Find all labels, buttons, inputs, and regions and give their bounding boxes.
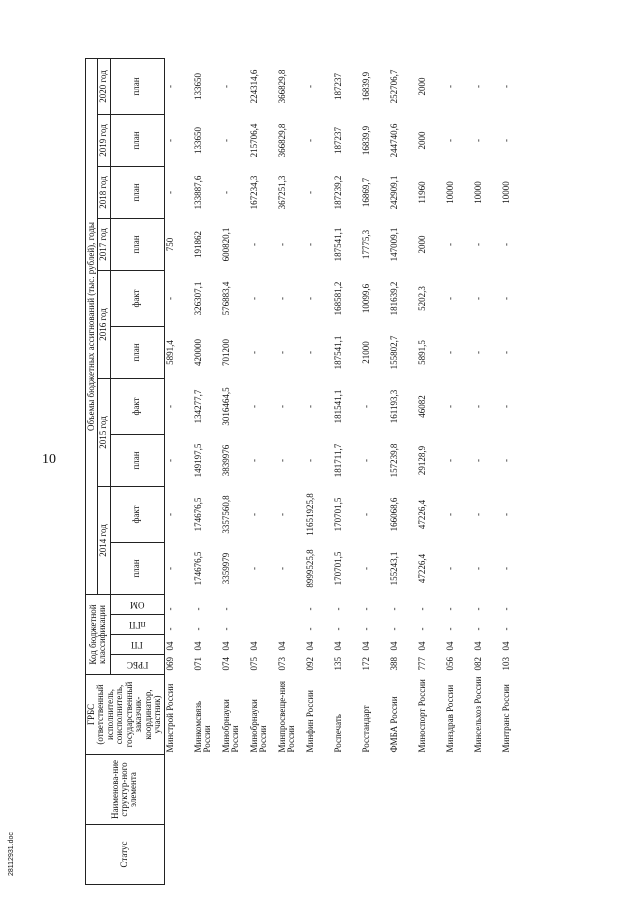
value-cell: - bbox=[472, 350, 483, 354]
value-cell: 187541,1 bbox=[332, 227, 343, 262]
value-cell: 5891,5 bbox=[416, 340, 427, 365]
om-code-cell: - bbox=[472, 607, 483, 611]
pgp-code-cell: - bbox=[192, 627, 203, 631]
grbs-code-cell: 103 bbox=[500, 657, 511, 671]
value-cell: 166068,6 bbox=[388, 497, 399, 532]
element-cell bbox=[221, 755, 249, 825]
value-cell: - bbox=[500, 458, 511, 462]
value-cell: - bbox=[500, 138, 511, 142]
grbs-code-cell: 069 bbox=[164, 657, 175, 671]
pgp-code-cell: - bbox=[220, 627, 231, 631]
value-cell: - bbox=[276, 404, 287, 408]
value-cell: - bbox=[500, 512, 511, 516]
gp-code-cell: 04 bbox=[220, 641, 231, 651]
element-cell bbox=[501, 755, 529, 825]
value-cell: 5891,4 bbox=[164, 340, 175, 365]
om-code-cell: - bbox=[360, 607, 371, 611]
value-cell: - bbox=[248, 404, 259, 408]
value-cell: - bbox=[360, 458, 371, 462]
value-cell: - bbox=[220, 138, 231, 142]
om-code-cell: - bbox=[220, 607, 231, 611]
value-cell: 147009,1 bbox=[388, 227, 399, 262]
grbs-name-cell: Минфин России bbox=[304, 690, 315, 753]
value-cell: 600820,1 bbox=[220, 227, 231, 262]
value-cell: 187237 bbox=[332, 126, 343, 154]
sub-header: факт bbox=[110, 486, 164, 542]
grbs-code-cell: 388 bbox=[388, 657, 399, 671]
value-cell: 21000 bbox=[360, 341, 371, 364]
om-code-cell: - bbox=[444, 607, 455, 611]
value-cell: 16869,7 bbox=[360, 177, 371, 208]
value-cell: - bbox=[304, 404, 315, 408]
grbs-name-cell: Минпросвеще-ния России bbox=[276, 680, 296, 753]
value-cell: - bbox=[472, 242, 483, 246]
grbs-name-cell: Минтранс России bbox=[500, 684, 511, 753]
value-cell: - bbox=[304, 296, 315, 300]
value-cell: - bbox=[276, 566, 287, 570]
pgp-code-cell: - bbox=[500, 627, 511, 631]
value-cell: 17775,3 bbox=[360, 229, 371, 260]
value-cell: - bbox=[500, 242, 511, 246]
table-row bbox=[221, 58, 249, 884]
value-cell: - bbox=[472, 458, 483, 462]
gp-code-cell: 04 bbox=[472, 641, 483, 651]
grbs-code-cell: 071 bbox=[192, 657, 203, 671]
grbs-code-cell: 135 bbox=[332, 657, 343, 671]
value-cell: 11960 bbox=[416, 181, 427, 204]
pgp-code-cell: - bbox=[360, 627, 371, 631]
element-cell bbox=[277, 755, 305, 825]
value-cell: 170701,5 bbox=[332, 551, 343, 586]
value-cell: 167234,3 bbox=[248, 175, 259, 210]
value-cell: - bbox=[472, 566, 483, 570]
value-cell: - bbox=[220, 190, 231, 194]
sub-header: план bbox=[110, 434, 164, 486]
value-cell: - bbox=[304, 190, 315, 194]
budget-table bbox=[85, 58, 529, 885]
element-cell bbox=[193, 755, 221, 825]
value-cell: 5202,3 bbox=[416, 286, 427, 311]
kbk-col-header: ОМ bbox=[110, 594, 164, 614]
sub-header: план bbox=[110, 542, 164, 594]
table-row bbox=[277, 58, 305, 884]
value-cell: - bbox=[500, 350, 511, 354]
sub-header: план bbox=[110, 114, 164, 166]
grbs-name-cell: Роспечать bbox=[332, 714, 343, 753]
col-element-header: Наименова-ние структур-ного элемента bbox=[86, 755, 165, 825]
value-cell: - bbox=[304, 242, 315, 246]
element-cell bbox=[445, 755, 473, 825]
year-header: 2014 год bbox=[98, 486, 110, 594]
gp-code-cell: 04 bbox=[416, 641, 427, 651]
element-cell bbox=[164, 755, 193, 825]
sub-header: план bbox=[110, 166, 164, 218]
value-cell: - bbox=[444, 296, 455, 300]
value-cell: 420000 bbox=[192, 338, 203, 366]
table-row bbox=[305, 58, 333, 884]
col-status-header: Статус bbox=[86, 825, 165, 885]
value-cell: 134277,7 bbox=[192, 389, 203, 424]
value-cell: 181639,2 bbox=[388, 281, 399, 316]
value-cell: - bbox=[444, 512, 455, 516]
sub-header: факт bbox=[110, 378, 164, 434]
value-cell: 242909,1 bbox=[388, 175, 399, 210]
value-cell: - bbox=[304, 458, 315, 462]
om-code-cell: - bbox=[192, 607, 203, 611]
value-cell: 174676,5 bbox=[192, 551, 203, 586]
pgp-code-cell: - bbox=[164, 627, 175, 631]
value-cell: 750 bbox=[164, 237, 175, 252]
value-cell: 149197,5 bbox=[192, 443, 203, 478]
element-cell bbox=[333, 755, 361, 825]
grbs-code-cell: 172 bbox=[360, 657, 371, 671]
value-cell: - bbox=[472, 512, 483, 516]
value-cell: 576883,4 bbox=[220, 281, 231, 316]
grbs-code-cell: 073 bbox=[276, 657, 287, 671]
page-number: 10 bbox=[42, 452, 56, 467]
grbs-name-cell: Минсельхоз России bbox=[472, 676, 483, 753]
value-cell: 133650 bbox=[192, 126, 203, 154]
year-header: 2015 год bbox=[98, 378, 110, 486]
grbs-name-cell: Минкомсвязь России bbox=[192, 701, 212, 753]
value-cell: 191862 bbox=[192, 230, 203, 258]
value-cell: 187541,1 bbox=[332, 335, 343, 370]
element-cell bbox=[249, 755, 277, 825]
grbs-name-cell: ФМБА России bbox=[388, 696, 399, 753]
grbs-name-cell: Минздрав России bbox=[444, 684, 455, 753]
pgp-code-cell: - bbox=[332, 627, 343, 631]
footer-code: 28112931.doc bbox=[8, 832, 15, 876]
value-cell: 2000 bbox=[416, 235, 427, 254]
value-cell: - bbox=[164, 138, 175, 142]
value-cell: - bbox=[164, 512, 175, 516]
value-cell: 157239,8 bbox=[388, 443, 399, 478]
value-cell: - bbox=[444, 566, 455, 570]
year-header: 2016 год bbox=[98, 270, 110, 378]
om-code-cell: - bbox=[164, 607, 175, 611]
kbk-col-header: ГРБС bbox=[110, 655, 164, 675]
table-row bbox=[164, 58, 193, 884]
grbs-name-cell: Миноспорт России bbox=[416, 679, 427, 753]
value-cell: - bbox=[444, 404, 455, 408]
value-cell: - bbox=[276, 242, 287, 246]
value-cell: 46082 bbox=[416, 395, 427, 418]
grbs-name-cell: Росстандарт bbox=[360, 705, 371, 753]
table-row bbox=[417, 58, 445, 884]
value-cell: 3839976 bbox=[220, 444, 231, 477]
value-cell: - bbox=[248, 296, 259, 300]
value-cell: - bbox=[276, 296, 287, 300]
value-cell: 155243,1 bbox=[388, 551, 399, 586]
element-cell bbox=[361, 755, 389, 825]
gp-code-cell: 04 bbox=[192, 641, 203, 651]
pgp-code-cell: - bbox=[444, 627, 455, 631]
pgp-code-cell bbox=[249, 615, 277, 635]
gp-code-cell: 04 bbox=[360, 641, 371, 651]
value-cell: 3016464,5 bbox=[220, 387, 231, 426]
col-volumes-header: Объемы бюджетных ассигнований (тыс. рублей), годы bbox=[86, 58, 98, 594]
value-cell: - bbox=[472, 138, 483, 142]
gp-code-cell: 04 bbox=[164, 641, 175, 651]
status-cell bbox=[417, 825, 445, 885]
value-cell: - bbox=[276, 512, 287, 516]
gp-code-cell: 04 bbox=[444, 641, 455, 651]
value-cell: 181711,7 bbox=[332, 443, 343, 478]
table-row bbox=[473, 58, 501, 884]
grbs-code-cell: 777 bbox=[416, 657, 427, 671]
value-cell: - bbox=[360, 404, 371, 408]
value-cell: - bbox=[276, 350, 287, 354]
value-cell: - bbox=[164, 84, 175, 88]
value-cell: - bbox=[472, 84, 483, 88]
grbs-code-cell: 056 bbox=[444, 657, 455, 671]
table-row bbox=[333, 58, 361, 884]
value-cell: - bbox=[164, 404, 175, 408]
gp-code-cell: 04 bbox=[332, 641, 343, 651]
om-code-cell: - bbox=[416, 607, 427, 611]
gp-code-cell: 04 bbox=[500, 641, 511, 651]
status-cell bbox=[333, 825, 361, 885]
om-code-cell: - bbox=[388, 607, 399, 611]
table-row bbox=[501, 58, 529, 884]
status-cell bbox=[501, 825, 529, 885]
element-cell bbox=[305, 755, 333, 825]
sub-header: план bbox=[110, 326, 164, 378]
value-cell: 168581,2 bbox=[332, 281, 343, 316]
value-cell: 10000 bbox=[444, 181, 455, 204]
pgp-code-cell bbox=[277, 615, 305, 635]
value-cell: - bbox=[248, 350, 259, 354]
year-header: 2019 год bbox=[98, 114, 110, 166]
grbs-name-cell: Минстрой России bbox=[164, 683, 175, 753]
grbs-code-cell: 074 bbox=[220, 657, 231, 671]
grbs-name-cell: Минобрнауки России bbox=[248, 699, 268, 753]
sub-header: факт bbox=[110, 270, 164, 326]
value-cell: - bbox=[304, 138, 315, 142]
value-cell: - bbox=[248, 242, 259, 246]
status-cell bbox=[277, 825, 305, 885]
table-row bbox=[445, 58, 473, 884]
table-row bbox=[193, 58, 221, 884]
gp-code-cell: 04 bbox=[304, 641, 315, 651]
value-cell: 10000 bbox=[500, 181, 511, 204]
value-cell: 366829,8 bbox=[276, 69, 287, 104]
grbs-code-cell: 082 bbox=[472, 657, 483, 671]
value-cell: 252706,7 bbox=[388, 69, 399, 104]
value-cell: 133650 bbox=[192, 72, 203, 100]
element-cell bbox=[473, 755, 501, 825]
value-cell: 244740,6 bbox=[388, 123, 399, 158]
value-cell: 29128,9 bbox=[416, 445, 427, 476]
sub-header: план bbox=[110, 58, 164, 114]
value-cell: 2000 bbox=[416, 131, 427, 150]
value-cell: 16839,9 bbox=[360, 71, 371, 102]
grbs-code-cell: 075 bbox=[248, 657, 259, 671]
table-row bbox=[389, 58, 417, 884]
pgp-code-cell: - bbox=[388, 627, 399, 631]
value-cell: 16839,9 bbox=[360, 125, 371, 156]
value-cell: - bbox=[164, 296, 175, 300]
value-cell: 10000 bbox=[472, 181, 483, 204]
element-cell bbox=[389, 755, 417, 825]
value-cell: - bbox=[500, 566, 511, 570]
grbs-name-cell: Минобрнауки России bbox=[220, 699, 240, 753]
value-cell: 155802,7 bbox=[388, 335, 399, 370]
om-code-cell: - bbox=[304, 607, 315, 611]
om-code-cell bbox=[249, 594, 277, 614]
sub-header: план bbox=[110, 218, 164, 270]
status-cell bbox=[361, 825, 389, 885]
status-cell bbox=[221, 825, 249, 885]
value-cell: - bbox=[500, 296, 511, 300]
value-cell: - bbox=[444, 242, 455, 246]
status-cell bbox=[164, 825, 193, 885]
om-code-cell bbox=[277, 594, 305, 614]
value-cell: - bbox=[164, 566, 175, 570]
value-cell: - bbox=[500, 404, 511, 408]
status-cell bbox=[305, 825, 333, 885]
value-cell: - bbox=[248, 566, 259, 570]
value-cell: 161193,3 bbox=[388, 389, 399, 424]
value-cell: 367251,3 bbox=[276, 175, 287, 210]
value-cell: 2000 bbox=[416, 77, 427, 96]
value-cell: 187239,2 bbox=[332, 175, 343, 210]
status-cell bbox=[445, 825, 473, 885]
value-cell: 224314,6 bbox=[248, 69, 259, 104]
value-cell: 8999525,8 bbox=[304, 549, 315, 588]
value-cell: 11651925,8 bbox=[304, 493, 315, 536]
value-cell: 187237 bbox=[332, 72, 343, 100]
value-cell: - bbox=[444, 84, 455, 88]
status-cell bbox=[249, 825, 277, 885]
value-cell: 326307,1 bbox=[192, 281, 203, 316]
value-cell: 47226,4 bbox=[416, 499, 427, 530]
grbs-code-cell: 092 bbox=[304, 657, 315, 671]
year-header: 2020 год bbox=[98, 58, 110, 114]
gp-code-cell: 04 bbox=[248, 641, 259, 651]
value-cell: - bbox=[164, 458, 175, 462]
value-cell: 174676,5 bbox=[192, 497, 203, 532]
value-cell: 701200 bbox=[220, 338, 231, 366]
om-code-cell: - bbox=[500, 607, 511, 611]
value-cell: 215706,4 bbox=[248, 123, 259, 158]
value-cell: - bbox=[248, 458, 259, 462]
value-cell: 366829,8 bbox=[276, 123, 287, 158]
value-cell: - bbox=[360, 566, 371, 570]
value-cell: - bbox=[444, 458, 455, 462]
value-cell: - bbox=[472, 404, 483, 408]
value-cell: - bbox=[164, 190, 175, 194]
value-cell: 3359979 bbox=[220, 552, 231, 585]
value-cell: 47226,4 bbox=[416, 553, 427, 584]
status-cell bbox=[473, 825, 501, 885]
element-cell bbox=[417, 755, 445, 825]
year-header: 2018 год bbox=[98, 166, 110, 218]
pgp-code-cell: - bbox=[472, 627, 483, 631]
status-cell bbox=[389, 825, 417, 885]
value-cell: 3357560,8 bbox=[220, 495, 231, 534]
value-cell: 181541,1 bbox=[332, 389, 343, 424]
value-cell: 10099,6 bbox=[360, 283, 371, 314]
value-cell: - bbox=[444, 350, 455, 354]
col-grbs-header: ГРБС (ответственный исполнитель, соисполнитель, государственный заказчик-координатор, участник) bbox=[86, 675, 165, 755]
col-kbk-header: Код бюджетной классификации bbox=[86, 594, 111, 674]
kbk-col-header: пГП bbox=[110, 615, 164, 635]
value-cell: - bbox=[304, 350, 315, 354]
value-cell: - bbox=[304, 84, 315, 88]
table-row bbox=[249, 58, 277, 884]
gp-code-cell: 04 bbox=[388, 641, 399, 651]
table-body bbox=[164, 58, 529, 884]
om-code-cell: - bbox=[332, 607, 343, 611]
pgp-code-cell: - bbox=[416, 627, 427, 631]
budget-table-rotated bbox=[85, 59, 605, 885]
value-cell: - bbox=[276, 458, 287, 462]
status-cell bbox=[193, 825, 221, 885]
value-cell: 170701,5 bbox=[332, 497, 343, 532]
value-cell: - bbox=[360, 512, 371, 516]
year-header: 2017 год bbox=[98, 218, 110, 270]
value-cell: - bbox=[248, 512, 259, 516]
value-cell: - bbox=[444, 138, 455, 142]
pgp-code-cell: - bbox=[304, 627, 315, 631]
kbk-col-header: ГП bbox=[110, 635, 164, 655]
value-cell: - bbox=[472, 296, 483, 300]
value-cell: - bbox=[500, 84, 511, 88]
gp-code-cell: 04 bbox=[276, 641, 287, 651]
value-cell: - bbox=[220, 84, 231, 88]
value-cell: 133887,6 bbox=[192, 175, 203, 210]
table-row bbox=[361, 58, 389, 884]
